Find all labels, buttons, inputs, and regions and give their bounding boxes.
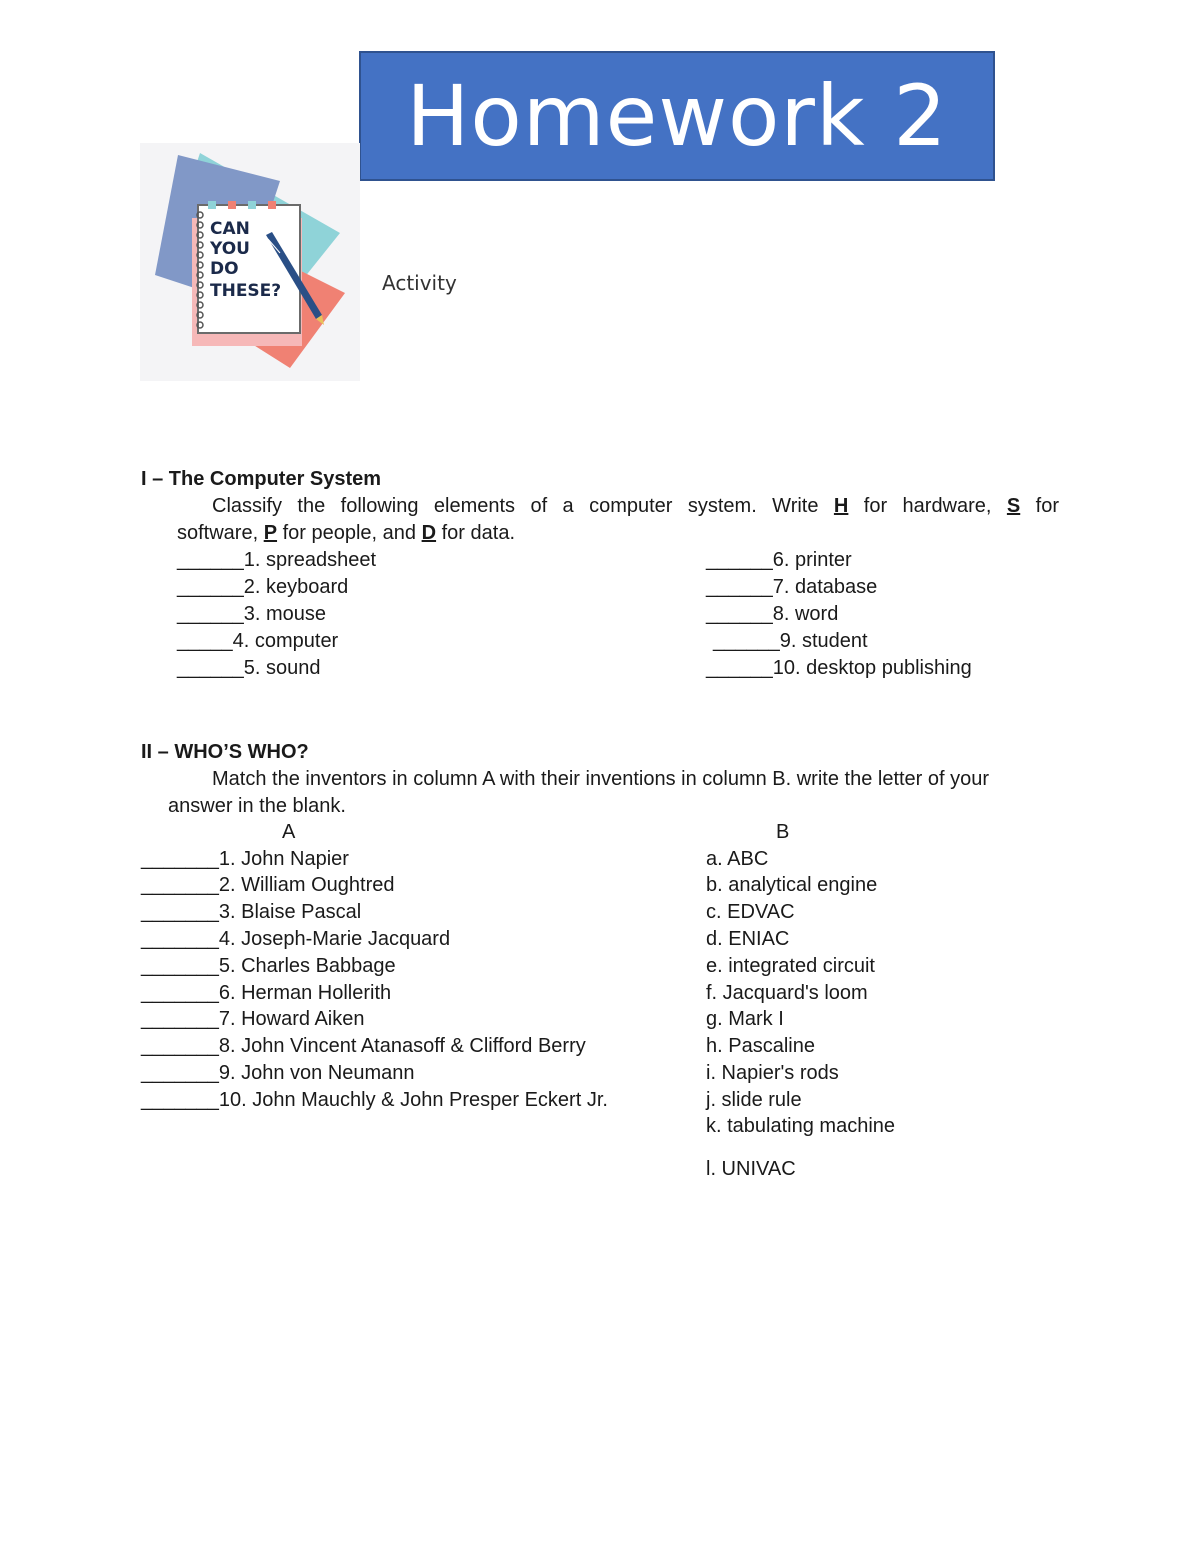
inventor-item: _______2. William Oughtred bbox=[141, 874, 395, 896]
invention-item: b. analytical engine bbox=[706, 874, 878, 896]
clipart-text-3: DO bbox=[210, 259, 239, 279]
section1-instructions-line2: software, P for people, and D for data. bbox=[177, 522, 515, 544]
inventor-item: _______4. Joseph-Marie Jacquard bbox=[141, 928, 451, 950]
page-title: Homework 2 bbox=[406, 67, 948, 165]
invention-item: j. slide rule bbox=[706, 1089, 802, 1111]
classify-item: _____4. computer bbox=[177, 630, 339, 652]
classify-item: ______9. student bbox=[713, 630, 868, 652]
classify-item: ______5. sound bbox=[177, 657, 321, 679]
inventor-item: _______10. John Mauchly & John Presper Eckert Jr. bbox=[141, 1089, 608, 1111]
section2-instructions-line1: Match the inventors in column A with their inventions in column B. write the letter of your bbox=[212, 768, 990, 790]
inventor-item: _______7. Howard Aiken bbox=[141, 1008, 365, 1030]
classify-item: ______6. printer bbox=[706, 549, 852, 571]
invention-item: h. Pascaline bbox=[706, 1035, 815, 1057]
activity-label: Activity bbox=[382, 271, 457, 295]
notebook-clipart-icon bbox=[140, 143, 360, 381]
inventor-item: _______3. Blaise Pascal bbox=[141, 901, 362, 923]
classify-item: ______7. database bbox=[706, 576, 878, 598]
classify-item: ______3. mouse bbox=[177, 603, 327, 625]
invention-item: l. UNIVAC bbox=[706, 1158, 796, 1180]
section2-heading: II – WHO’S WHO? bbox=[141, 741, 309, 763]
invention-item: d. ENIAC bbox=[706, 928, 790, 950]
invention-item: e. integrated circuit bbox=[706, 955, 875, 977]
clipart-text-1: CAN bbox=[210, 219, 250, 239]
inventor-item: _______1. John Napier bbox=[141, 848, 349, 870]
invention-item: g. Mark I bbox=[706, 1008, 784, 1030]
invention-item: c. EDVAC bbox=[706, 901, 795, 923]
inventor-item: _______6. Herman Hollerith bbox=[141, 982, 392, 1004]
classify-item: ______2. keyboard bbox=[177, 576, 349, 598]
inventor-item: _______9. John von Neumann bbox=[141, 1062, 415, 1084]
clipart-text-2: YOU bbox=[210, 239, 250, 259]
inventor-item: _______5. Charles Babbage bbox=[141, 955, 396, 977]
classify-item: ______8. word bbox=[706, 603, 839, 625]
classify-item: ______1. spreadsheet bbox=[177, 549, 377, 571]
invention-item: f. Jacquard's loom bbox=[706, 982, 868, 1004]
column-b-label: B bbox=[776, 821, 790, 843]
section1-heading: I – The Computer System bbox=[141, 468, 382, 490]
invention-item: a. ABC bbox=[706, 848, 769, 870]
column-a-label: A bbox=[282, 821, 296, 843]
section1-instructions-line1: Classify the following elements of a computer system. Write H for hardware, S for bbox=[212, 495, 1059, 517]
inventor-item: _______8. John Vincent Atanasoff & Clifford Berry bbox=[141, 1035, 586, 1057]
clipart-text-4: THESE? bbox=[210, 281, 282, 301]
title-banner bbox=[359, 51, 995, 181]
invention-item: k. tabulating machine bbox=[706, 1115, 896, 1137]
classify-item: ______10. desktop publishing bbox=[706, 657, 972, 679]
invention-item: i. Napier's rods bbox=[706, 1062, 839, 1084]
section2-instructions-line2: answer in the blank. bbox=[168, 795, 346, 817]
